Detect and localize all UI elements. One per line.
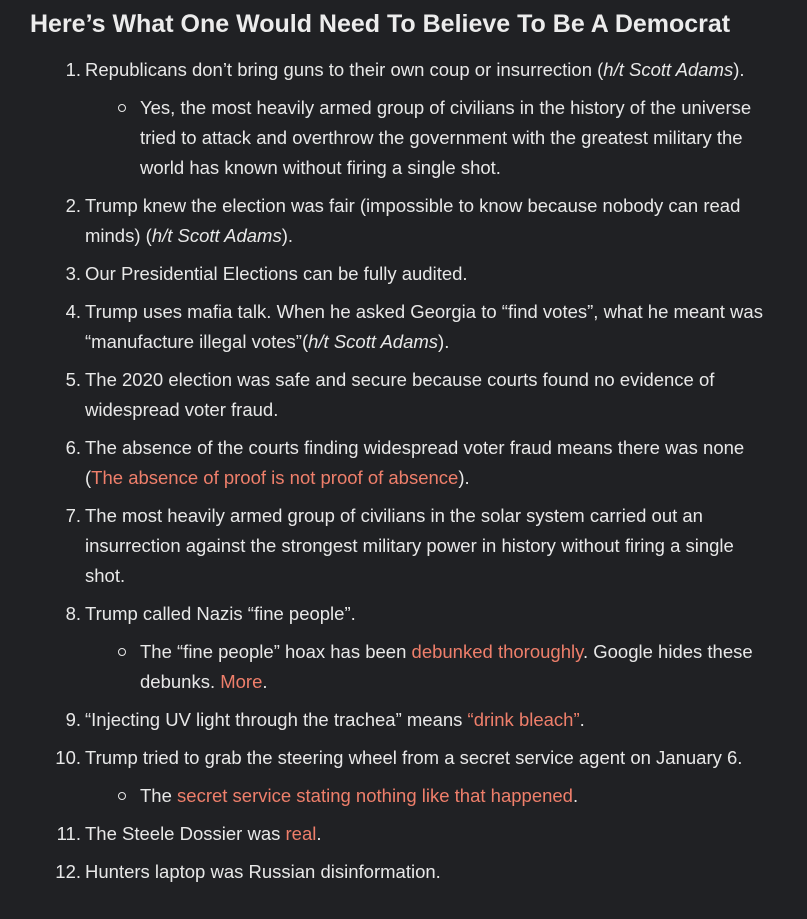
sub-list-item: The “fine people” hoax has been debunked thoroughly. Google hides these debunks. More. [85, 637, 765, 697]
list-item-4 [0, 297, 807, 357]
item-text: Trump called Nazis “fine people”. [85, 603, 356, 624]
list-item-3 [0, 259, 807, 289]
list-item-10 [0, 743, 807, 811]
item-text: The absence of the courts finding widespread voter fraud means there was none (The absence of proof is not proof of absence). [85, 437, 745, 488]
item-text: Trump uses mafia talk. When he asked Georgia to “find votes”, what he meant was “manufacture illegal votes”(h/t Scott Adams). [85, 301, 763, 352]
circle-bullet-icon [118, 792, 126, 800]
sub-list-item: The secret service stating nothing like that happened. [85, 781, 765, 811]
item-number: 4. [65, 301, 81, 322]
more-link[interactable]: More [220, 671, 263, 692]
beliefs-list [0, 55, 807, 895]
item-text: The Steele Dossier was real. [85, 823, 322, 844]
item-text: Trump knew the election was fair (impossible to know because nobody can read minds) (h/t Scott Adams). [85, 195, 741, 246]
real-link[interactable]: real [285, 823, 317, 844]
list-item-8 [0, 599, 807, 697]
list-item-6 [0, 433, 807, 493]
list-item-1 [0, 55, 807, 183]
list-item-7 [0, 501, 807, 591]
item-text: Hunters laptop was Russian disinformation. [85, 861, 441, 882]
item-number: 2. [65, 195, 81, 216]
page-title: Here’s What One Would Need To Believe To Be A Democrat [30, 10, 731, 38]
item-text: “Injecting UV light through the trachea” means “drink bleach”. [85, 709, 585, 730]
item-text: Trump tried to grab the steering wheel from a secret service agent on January 6. [85, 747, 743, 768]
list-item-5 [0, 365, 807, 425]
item-number: 6. [65, 437, 81, 458]
item-number: 8. [65, 603, 81, 624]
sub-list [85, 781, 765, 811]
item-number: 1. [65, 59, 81, 80]
absence-of-proof-link[interactable]: The absence of proof is not proof of absence [91, 467, 459, 488]
list-item-12 [0, 857, 807, 887]
item-text: The most heavily armed group of civilians in the solar system carried out an insurrection against the strongest military power in history without firing a single shot. [85, 505, 734, 586]
item-number: 9. [65, 709, 81, 730]
circle-bullet-icon [118, 648, 126, 656]
hat-tip: h/t Scott Adams [603, 59, 734, 80]
drink-bleach-link[interactable]: “drink bleach” [467, 709, 580, 730]
item-number: 3. [65, 263, 81, 284]
sub-list-item: Yes, the most heavily armed group of civilians in the history of the universe tried to attack and overthrow the government with the greatest military the world has known without firing a single shot. [85, 93, 765, 183]
hat-tip: h/t Scott Adams [308, 331, 439, 352]
hat-tip: h/t Scott Adams [151, 225, 282, 246]
circle-bullet-icon [118, 104, 126, 112]
list-item-2 [0, 191, 807, 251]
item-number: 7. [65, 505, 81, 526]
item-text: Republicans don’t bring guns to their own coup or insurrection (h/t Scott Adams). [85, 59, 745, 80]
debunked-thoroughly-link[interactable]: debunked thoroughly [411, 641, 583, 662]
sub-list [85, 93, 765, 183]
item-text: The 2020 election was safe and secure because courts found no evidence of widespread voter fraud. [85, 369, 715, 420]
secret-service-link[interactable]: secret service stating nothing like that happened [177, 785, 573, 806]
list-item-9 [0, 705, 807, 735]
sub-list [85, 637, 765, 697]
item-text: Our Presidential Elections can be fully audited. [85, 263, 468, 284]
item-number: 12. [55, 861, 81, 882]
item-number: 10. [55, 747, 81, 768]
item-number: 11. [56, 823, 81, 844]
item-number: 5. [65, 369, 81, 390]
list-item-11 [0, 819, 807, 849]
